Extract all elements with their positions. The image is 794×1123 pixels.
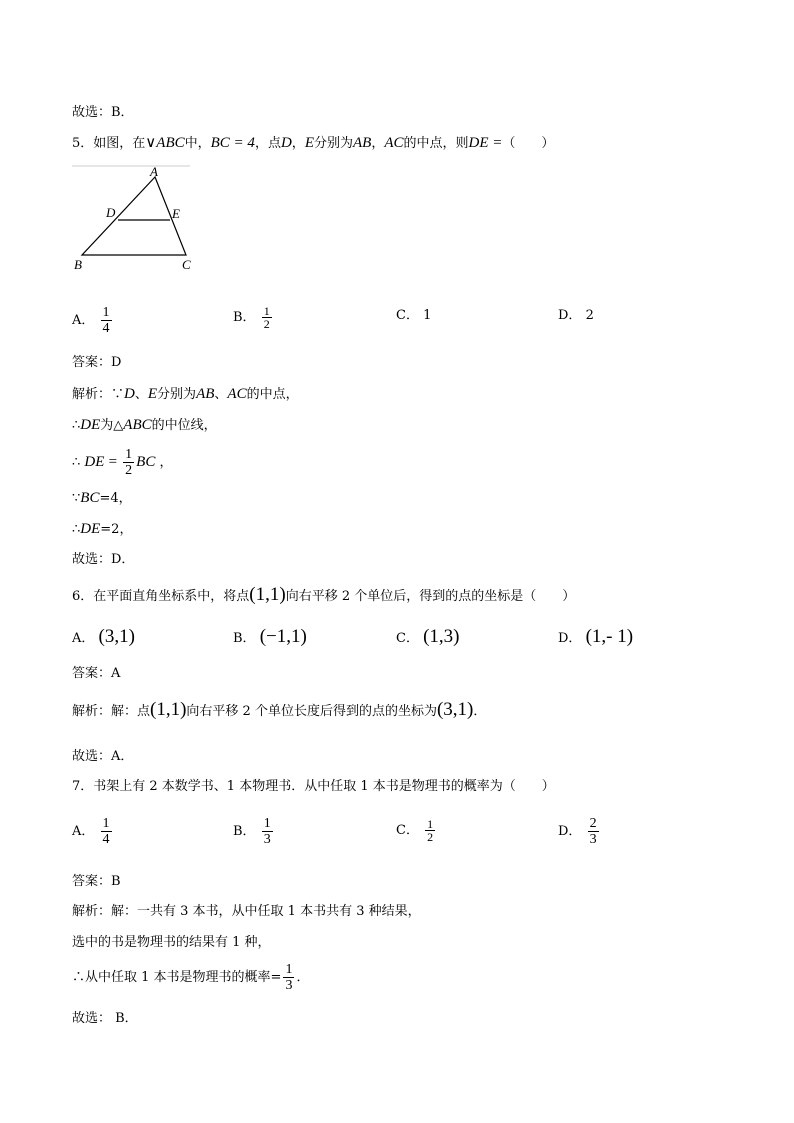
q5-answer: 答案：D	[72, 355, 122, 370]
q6-option-a[interactable]: A． (3,1)	[72, 626, 135, 647]
q7-option-d[interactable]: D． $\frac{2}{3}$	[558, 816, 597, 847]
q5-explanation-3: ∴ DE = $\frac{1}{2}$ BC ，	[72, 447, 173, 478]
q7-answer: 答案：B	[72, 874, 121, 889]
q5-half-fraction: $\frac{1}{2}$	[125, 447, 133, 478]
triangle-figure	[70, 164, 200, 276]
q5-option-a[interactable]: A． $\frac{1}{4}$	[72, 305, 110, 336]
q5-explanation-1: 解析：∵D、E分别为AB、AC的中点，	[72, 386, 299, 402]
triangle-abc	[82, 177, 186, 255]
q7-option-a-fraction: $\frac{1}{4}$	[102, 816, 110, 847]
q5-option-a-fraction: $\frac{1}{4}$	[102, 305, 110, 336]
q5-explanation-5: ∴DE=2，	[72, 521, 133, 537]
label-a: A	[150, 164, 158, 179]
q7-explanation-1: 解析：解：一共有 3 本书，从中任取 1 本书共有 3 种结果，	[72, 904, 421, 919]
q7-option-c[interactable]: C． $\frac{1}{2}$	[396, 817, 434, 844]
q6-option-c[interactable]: C． (1,3)	[396, 626, 460, 647]
q6-option-b[interactable]: B． (−1,1)	[233, 626, 307, 647]
q6-answer: 答案：A	[72, 666, 121, 681]
q7-option-b[interactable]: B． $\frac{1}{3}$	[233, 816, 271, 847]
q5-option-d[interactable]: D． 2	[558, 308, 594, 323]
q5-final: 故选：D．	[72, 552, 135, 567]
q7-option-c-fraction: $\frac{1}{2}$	[427, 817, 434, 844]
q5-option-c[interactable]: C． 1	[396, 308, 432, 323]
q6-option-d[interactable]: D． (1,- 1)	[558, 626, 634, 647]
q7-explanation-2: 选中的书是物理书的结果有 1 种，	[72, 935, 271, 950]
question-5-text: 5．如图，在∨ABC中，BC = 4，点D，E分别为AB，AC的中点，则DE =（ ）	[72, 135, 555, 151]
q7-explanation-3: ∴从中任取 1 本书是物理书的概率= $\frac{1}{3}$ ．	[72, 962, 310, 993]
q7-option-d-fraction: $\frac{2}{3}$	[589, 816, 597, 847]
label-e: E	[172, 206, 180, 221]
q6-final: 故选：A．	[72, 749, 134, 764]
previous-answer-choice: 故选：B．	[72, 105, 134, 120]
q5-explanation-2: ∴DE为△ABC的中位线，	[72, 417, 217, 433]
q7-result-fraction: $\frac{1}{3}$	[285, 962, 293, 993]
q7-option-b-fraction: $\frac{1}{3}$	[263, 816, 271, 847]
question-6-text: 6．在平面直角坐标系中，将点(1,1)向右平移 2 个单位后，得到的点的坐标是（ ）	[72, 584, 576, 605]
q7-option-a[interactable]: A． $\frac{1}{4}$	[72, 816, 110, 847]
q7-final: 故选： B．	[72, 1011, 138, 1026]
q6-explanation: 解析：解：点(1,1)向右平移 2 个单位长度后得到的点的坐标为(3,1)．	[72, 699, 487, 720]
q5-option-b-fraction: $\frac{1}{2}$	[263, 304, 270, 331]
label-c: C	[182, 257, 191, 272]
label-b: B	[74, 257, 82, 272]
question-7-text: 7．书架上有 2 本数学书、1 本物理书．从中任取 1 本书是物理书的概率为（ ）	[72, 779, 555, 794]
label-d: D	[106, 205, 116, 220]
q5-option-b[interactable]: B． $\frac{1}{2}$	[233, 304, 270, 331]
q5-explanation-4: ∵BC=4，	[72, 490, 132, 506]
